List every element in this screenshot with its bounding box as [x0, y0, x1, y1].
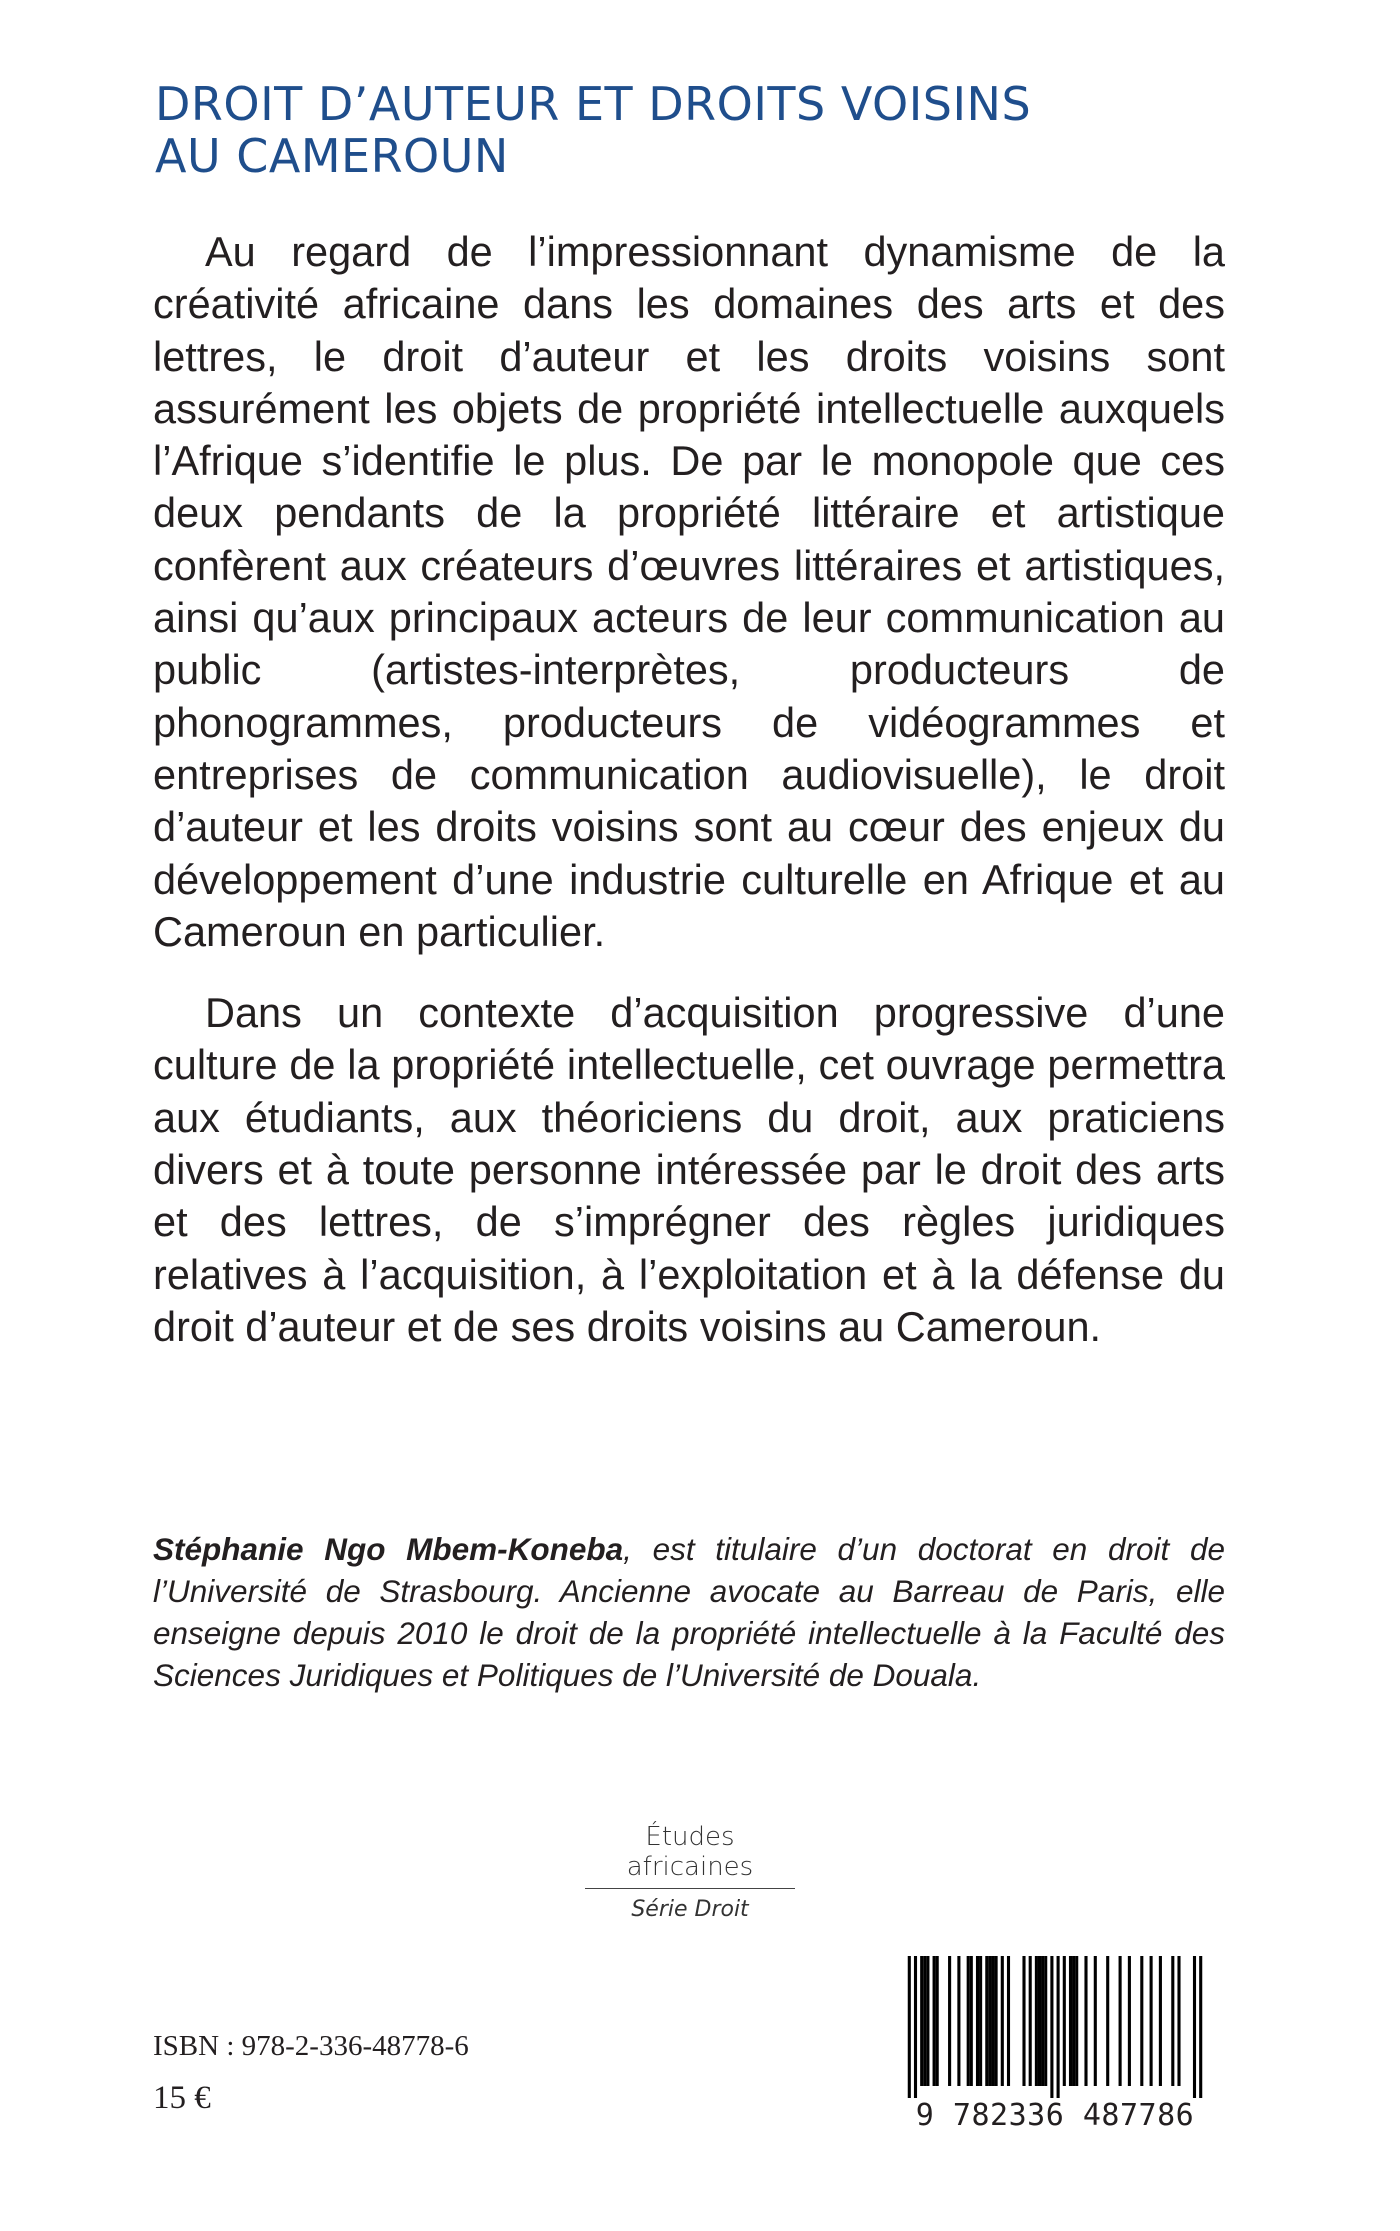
barcode-bar — [1041, 1956, 1044, 2086]
barcode-bar — [1150, 1956, 1153, 2086]
barcode-bar — [988, 1956, 991, 2086]
barcode-bar — [1171, 1956, 1174, 2086]
price: 15 € — [153, 2080, 211, 2116]
series-logo — [585, 1822, 795, 1922]
barcode-bar — [1084, 1956, 1087, 2086]
barcode — [890, 1956, 1220, 2133]
book-title-line-2: AU CAMEROUN — [155, 129, 509, 183]
barcode-bar — [991, 1956, 994, 2086]
barcode-bar — [948, 1956, 951, 2086]
barcode-bar — [1001, 1956, 1004, 2086]
barcode-bar — [1193, 1956, 1196, 2098]
barcode-bar — [1106, 1956, 1109, 2086]
barcode-bar — [1063, 1956, 1066, 2086]
barcode-bar — [1075, 1956, 1078, 2086]
barcode-bar — [1044, 1956, 1047, 2086]
barcode-bar — [1029, 1956, 1032, 2086]
barcode-bar — [1199, 1956, 1202, 2098]
barcode-bar — [979, 1956, 982, 2086]
barcode-bar — [976, 1956, 979, 2086]
barcode-bar — [908, 1956, 911, 2098]
book-title-line-1: DROIT D’AUTEUR ET DROITS VOISINS — [155, 77, 1032, 131]
blurb-paragraph-1: Au regard de l’impressionnant dynamisme de la créativité africaine dans les domaines des arts et des lettres, le droit d’auteur et les droits voisins sont assurément les objets de propriété intellectuelle auxquels l’Afrique s’identifie le plus. De par le monopole que ces deux pendants de la propriété littéraire et artistique confèrent aux créateurs d’œuvres littéraires et artistiques, ainsi qu’aux principaux acteurs de leur communication au public (artistes-interprètes, producteurs de phonogrammes, producteurs de vidéogrammes et entreprises de communication audiovisuelle), le droit d’auteur et les droits voisins sont au cœur des enjeux du développement d’une industrie culturelle en Afrique et au Cameroun en particulier. — [153, 228, 1225, 955]
barcode-digits: 9 782336 487786 — [915, 2098, 1195, 2133]
barcode-bar — [933, 1956, 936, 2086]
barcode-bar — [1159, 1956, 1162, 2086]
barcode-bar — [967, 1956, 970, 2086]
series-subseries: Série Droit — [631, 1897, 749, 1922]
barcode-bar — [1128, 1956, 1131, 2086]
barcode-bar — [923, 1956, 926, 2086]
series-name: Études africaines — [585, 1822, 795, 1889]
barcode-bar — [970, 1956, 973, 2086]
barcode-bar — [1094, 1956, 1097, 2086]
barcode-bar — [957, 1956, 960, 2086]
barcode-bar — [914, 1956, 917, 2098]
blurb-paragraph-2: Dans un contexte d’acquisition progressive d’une culture de la propriété intellectuelle, cet ouvrage permettra aux étudiants, aux théoriciens du droit, aux praticiens divers et à toute personne intéressée par le droit des arts et des lettres, de s’imprégner des règles juridiques relatives à l’acquisition, à l’exploitation et à la défense du droit d’auteur et de ses droits voisins au Cameroun. — [153, 989, 1225, 1350]
book-title — [155, 78, 1255, 182]
barcode-bar — [1022, 1956, 1025, 2086]
barcode-bar — [1119, 1956, 1122, 2086]
barcode-bar — [1057, 1956, 1060, 2098]
author-bio-text: , est titulaire d’un doctorat en droit de l’Université de Strasbourg. Ancienne avocate au Barreau de Paris, elle enseigne depuis 2010 le droit de la propriété intellectuelle à la Faculté des Sciences Juridiques et Politiques de l’Université de Douala. — [153, 1531, 1225, 1693]
barcode-bar — [1050, 1956, 1053, 2098]
barcode-bar — [1177, 1956, 1180, 2086]
barcode-bar — [1007, 1956, 1010, 2086]
barcode-bar — [926, 1956, 929, 2086]
barcode-bar — [985, 1956, 988, 2086]
barcode-bar — [1035, 1956, 1038, 2086]
barcode-bar — [1038, 1956, 1041, 2086]
barcode-bar — [1140, 1956, 1143, 2086]
barcode-bar — [1072, 1956, 1075, 2086]
author-name: Stéphanie Ngo Mbem-Koneba — [153, 1531, 624, 1567]
barcode-bar — [1069, 1956, 1072, 2086]
blurb — [153, 226, 1225, 1353]
barcode-bar — [920, 1956, 923, 2086]
barcode-bar — [936, 1956, 939, 2086]
isbn: ISBN : 978-2-336-48778-6 — [153, 2030, 469, 2062]
barcode-bars — [890, 1956, 1220, 2098]
author-bio — [153, 1528, 1225, 1696]
barcode-bar — [995, 1956, 998, 2086]
